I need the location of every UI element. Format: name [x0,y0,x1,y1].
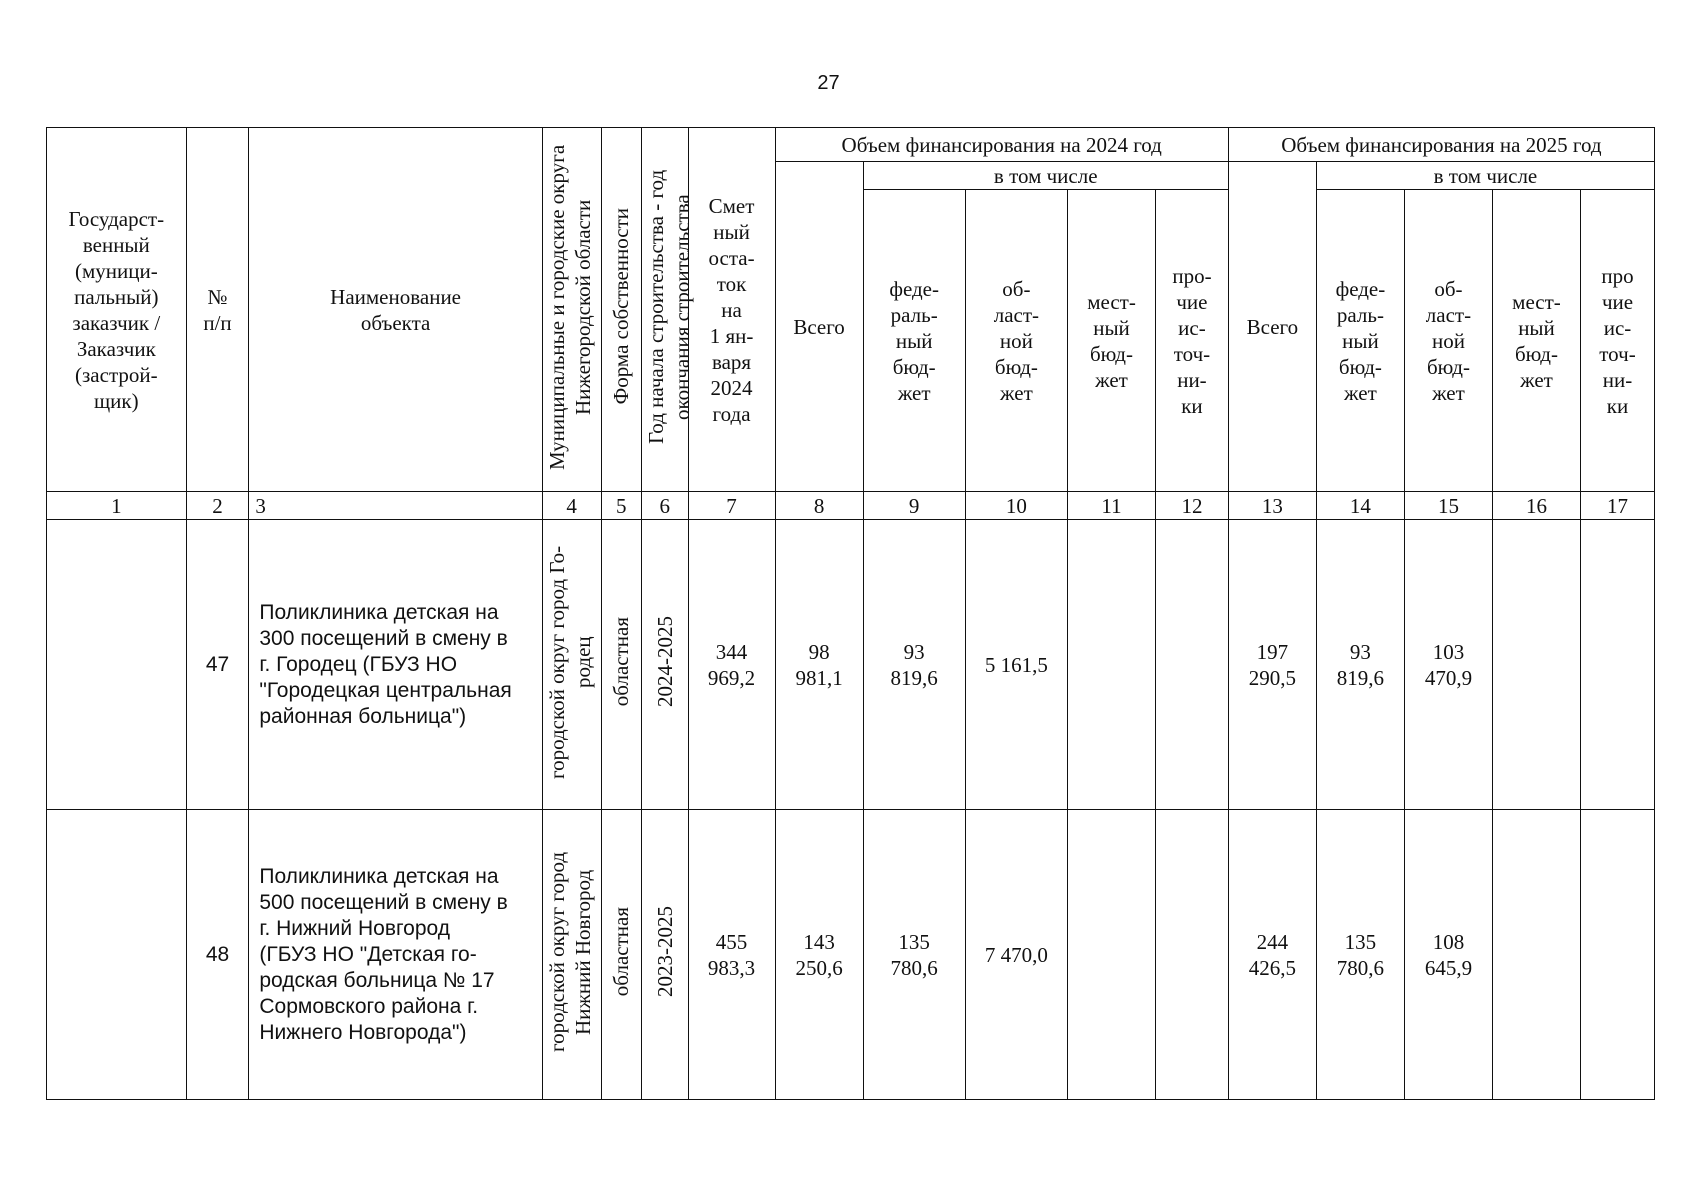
row-2024-regional: 7 470,0 [965,810,1067,1100]
column-number: 12 [1156,492,1229,520]
column-number: 15 [1404,492,1492,520]
row-ownership-cell [601,520,641,810]
row-2025-regional: 103 470,9 [1404,520,1492,810]
column-number: 2 [186,492,249,520]
column-number-row [47,492,1655,520]
header-2025-federal: феде- раль- ный бюд- жет [1316,190,1404,492]
row-municipality: городской округ город Нижний Новгород [544,851,595,1052]
row-municipality-cell [542,520,601,810]
column-number: 7 [688,492,775,520]
row-customer [47,810,187,1100]
header-2025-local: мест- ный бюд- жет [1492,190,1580,492]
row-years: 2024-2025 [652,616,677,707]
page-number: 27 [817,72,840,94]
header-ownership-cell [601,128,641,492]
header-funding-2024: Объем финансирования на 2024 год [775,128,1228,162]
row-2024-federal: 93 819,6 [863,520,965,810]
row-customer [47,520,187,810]
row-2025-total: 197 290,5 [1228,520,1316,810]
row-municipality: городской округ город Го- родец [544,544,595,779]
row-2025-other [1581,520,1655,810]
row-ownership: областная [609,906,634,997]
column-number: 4 [542,492,601,520]
row-municipality-cell [542,810,601,1100]
column-number: 8 [775,492,863,520]
header-2025-total: Всего [1228,162,1316,492]
row-2024-local [1067,810,1155,1100]
header-customer: Государст- венный (муници- пальный) заказчик / Заказчик (застрой- щик) [47,128,187,492]
header-years-cell [641,128,694,492]
row-object-name: Поликлиника детская на 300 посещений в смену в г. Городец (ГБУЗ НО "Городецкая центральная районная больница") [249,520,542,810]
header-2024-regional: об- ласт- ной бюд- жет [965,190,1067,492]
header-2024-including: в том числе [863,162,1228,190]
column-number: 3 [249,492,542,520]
row-number: 48 [186,810,249,1100]
header-municipality-cell [542,128,601,492]
header-estimated-balance: Смет ный оста- ток на 1 ян- варя 2024 года [688,128,775,492]
column-number: 11 [1067,492,1155,520]
funding-table [46,127,1655,1100]
row-estimated-balance: 344 969,2 [688,520,775,810]
row-years: 2023-2025 [652,906,677,997]
column-number: 1 [47,492,187,520]
row-2025-federal: 135 780,6 [1316,810,1404,1100]
row-object-name: Поликлиника детская на 500 посещений в смену в г. Нижний Новгород (ГБУЗ НО "Детская го- родская больница № 17 Сормовского района г. Нижнего Новгорода") [249,810,542,1100]
column-number: 10 [965,492,1067,520]
header-2024-local: мест- ный бюд- жет [1067,190,1155,492]
row-2024-other [1156,810,1229,1100]
header-funding-2025: Объем финансирования на 2025 год [1228,128,1654,162]
header-object-name: Наименование объекта [249,128,542,492]
header-years: Год начала строительства - год окончания строительства [643,169,694,444]
header-2025-regional: об- ласт- ной бюд- жет [1404,190,1492,492]
header-2024-total: Всего [775,162,863,492]
row-number: 47 [186,520,249,810]
row-years-cell [641,520,688,810]
row-2025-regional: 108 645,9 [1404,810,1492,1100]
row-2024-total: 143 250,6 [775,810,863,1100]
column-number: 13 [1228,492,1316,520]
header-2024-federal: феде- раль- ный бюд- жет [863,190,965,492]
column-number: 14 [1316,492,1404,520]
row-estimated-balance: 455 983,3 [688,810,775,1100]
row-2024-other [1156,520,1229,810]
header-number: № п/п [186,128,249,492]
column-number: 6 [641,492,688,520]
row-2024-federal: 135 780,6 [863,810,965,1100]
header-2025-including: в том числе [1316,162,1654,190]
row-2024-total: 98 981,1 [775,520,863,810]
column-number: 17 [1581,492,1655,520]
table-row [47,520,1655,810]
row-ownership: областная [609,616,634,707]
header-2024-other: про- чие ис- точ- ни- ки [1156,190,1229,492]
column-number: 16 [1492,492,1580,520]
column-number: 9 [863,492,965,520]
table-row [47,810,1655,1100]
row-2025-federal: 93 819,6 [1316,520,1404,810]
header-ownership: Форма собственности [609,208,634,405]
row-2025-local [1492,810,1580,1100]
row-2025-other [1581,810,1655,1100]
header-municipality: Муниципальные и городские округа Нижегородской области [544,143,595,470]
row-2025-local [1492,520,1580,810]
row-2024-local [1067,520,1155,810]
row-2024-regional: 5 161,5 [965,520,1067,810]
header-2025-other: про чие ис- точ- ни- ки [1581,190,1655,492]
column-number: 5 [601,492,641,520]
row-years-cell [641,810,688,1100]
row-2025-total: 244 426,5 [1228,810,1316,1100]
row-ownership-cell [601,810,641,1100]
